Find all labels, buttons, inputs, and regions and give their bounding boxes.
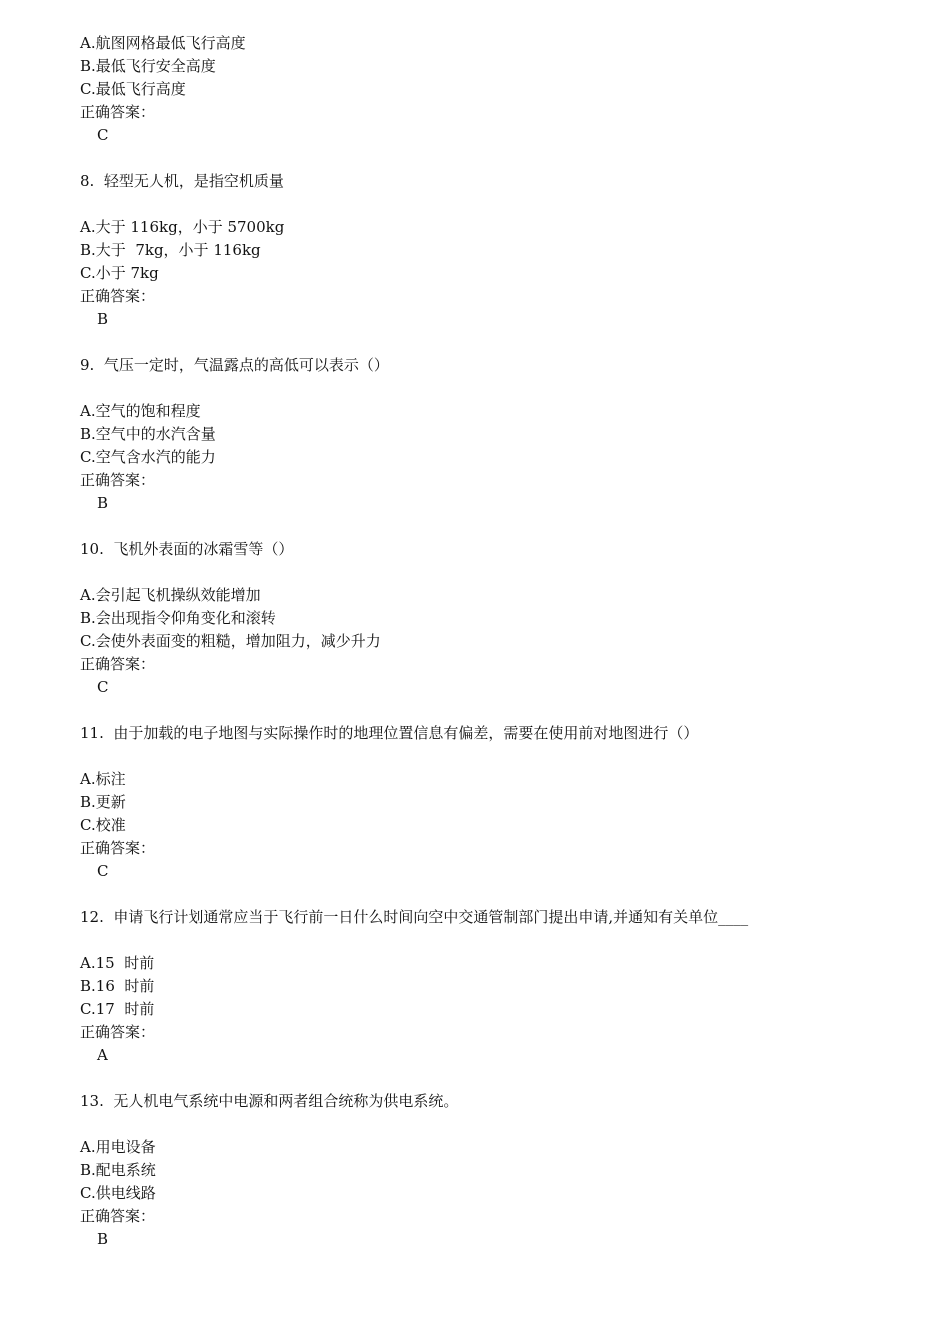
question-title: 10. 飞机外表面的冰霜雪等（）: [80, 540, 294, 558]
option-c: C.最低飞行高度: [80, 80, 186, 98]
question-7-continued: [80, 32, 920, 147]
question-9: [80, 354, 920, 515]
option-a: A.15 时前: [80, 954, 155, 972]
option-a: A.标注: [80, 770, 126, 788]
correct-answer-value: C: [97, 862, 109, 880]
spacer: [80, 193, 920, 216]
correct-answer-label: 正确答案：: [80, 655, 156, 673]
spacer: [80, 515, 920, 538]
question-title: 13. 无人机电气系统中电源和两者组合统称为供电系统。: [80, 1092, 459, 1110]
option-a: A.大于 116kg，小于 5700kg: [80, 218, 285, 236]
option-b: B.会出现指令仰角变化和滚转: [80, 609, 276, 627]
spacer: [80, 699, 920, 722]
option-c: C.会使外表面变的粗糙，增加阻力，减少升力: [80, 632, 381, 650]
spacer: [80, 1113, 920, 1136]
spacer: [80, 745, 920, 768]
option-a: A.航图网格最低飞行高度: [80, 34, 246, 52]
option-b: B.配电系统: [80, 1161, 156, 1179]
question-8: [80, 170, 920, 331]
option-c: C.供电线路: [80, 1184, 156, 1202]
exam-page: [80, 32, 920, 1251]
spacer: [80, 1067, 920, 1090]
option-b: B.最低飞行安全高度: [80, 57, 216, 75]
option-c: C.校准: [80, 816, 126, 834]
option-c: C.小于 7kg: [80, 264, 159, 282]
question-title: 12. 申请飞行计划通常应当于飞行前一日什么时间向空中交通管制部门提出申请,并通知有关单位____: [80, 908, 749, 926]
correct-answer-value: B: [97, 1230, 109, 1248]
correct-answer-label: 正确答案：: [80, 103, 156, 121]
question-13: [80, 1090, 920, 1251]
option-b: B.更新: [80, 793, 126, 811]
spacer: [80, 377, 920, 400]
option-c: C.17 时前: [80, 1000, 155, 1018]
option-a: A.会引起飞机操纵效能增加: [80, 586, 261, 604]
option-b: B.大于 7kg，小于 116kg: [80, 241, 261, 259]
option-b: B.16 时前: [80, 977, 155, 995]
question-11: [80, 722, 920, 883]
spacer: [80, 561, 920, 584]
correct-answer-value: C: [97, 126, 109, 144]
correct-answer-label: 正确答案：: [80, 471, 156, 489]
option-c: C.空气含水汽的能力: [80, 448, 216, 466]
correct-answer-value: B: [97, 310, 109, 328]
question-title: 8. 轻型无人机，是指空机质量: [80, 172, 284, 190]
question-title: 11. 由于加载的电子地图与实际操作时的地理位置信息有偏差，需要在使用前对地图进行（）: [80, 724, 699, 742]
correct-answer-value: A: [97, 1046, 108, 1064]
spacer: [80, 883, 920, 906]
question-title: 9. 气压一定时，气温露点的高低可以表示（）: [80, 356, 389, 374]
correct-answer-label: 正确答案：: [80, 1207, 156, 1225]
option-a: A.空气的饱和程度: [80, 402, 201, 420]
correct-answer-value: C: [97, 678, 109, 696]
correct-answer-value: B: [97, 494, 109, 512]
question-10: [80, 538, 920, 699]
option-b: B.空气中的水汽含量: [80, 425, 216, 443]
correct-answer-label: 正确答案：: [80, 839, 156, 857]
question-12: [80, 906, 920, 1067]
correct-answer-label: 正确答案：: [80, 287, 156, 305]
spacer: [80, 331, 920, 354]
option-a: A.用电设备: [80, 1138, 156, 1156]
correct-answer-label: 正确答案：: [80, 1023, 156, 1041]
spacer: [80, 929, 920, 952]
spacer: [80, 147, 920, 170]
